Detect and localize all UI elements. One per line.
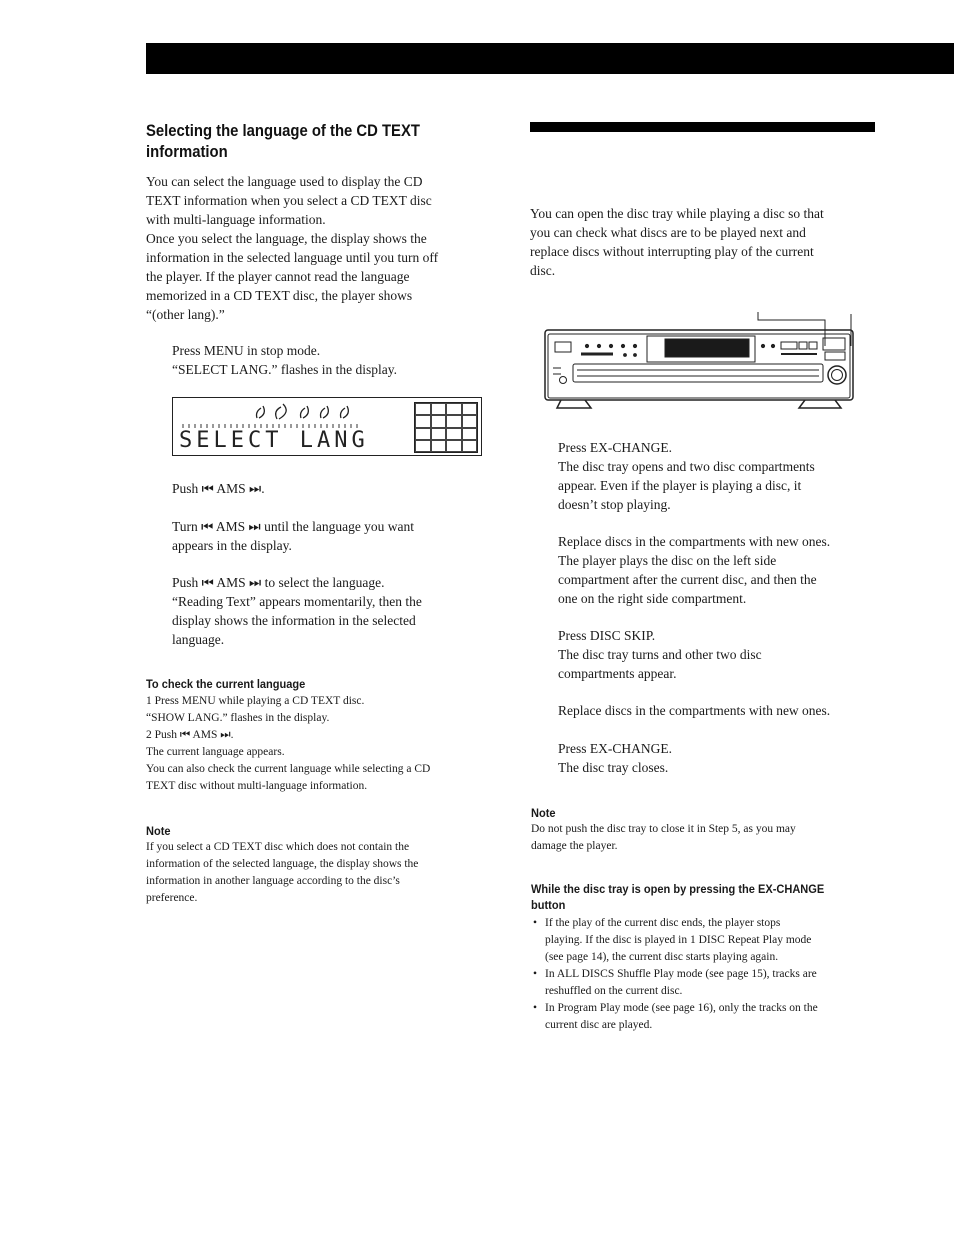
text-line: TEXT disc without multi-language information. xyxy=(146,780,368,792)
cd-player-illustration xyxy=(543,312,855,412)
heading-line: While the disc tray is open by pressing the EX-CHANGE xyxy=(531,882,825,896)
text-line: memorized in a CD TEXT disc, the player shows xyxy=(146,288,413,303)
text-line: 2 Push ⏮ AMS ⏭. xyxy=(146,729,234,741)
step-3 xyxy=(172,517,414,555)
text-line: information in the selected language until you turn off xyxy=(146,250,439,265)
section-divider-bar xyxy=(530,122,875,132)
text-line: • In ALL DISCS Shuffle Play mode (see page 15), tracks are xyxy=(545,968,817,980)
heading-line: information xyxy=(146,143,228,161)
text-line: damage the player. xyxy=(531,840,618,852)
header-bar xyxy=(146,43,954,74)
right-intro-paragraph xyxy=(530,204,824,280)
text-line: TEXT information when you select a CD TEXT disc xyxy=(146,193,432,208)
heading-line: Selecting the language of the CD TEXT xyxy=(146,122,420,140)
text-line: 1 Press MENU while playing a CD TEXT disc. xyxy=(146,695,365,707)
text-line: Press MENU in stop mode. xyxy=(172,343,321,358)
text-line: If you select a CD TEXT disc which does not contain the xyxy=(146,841,410,853)
while-open-heading xyxy=(531,881,824,913)
right-step-5 xyxy=(558,739,672,777)
text-line: appear. Even if the player is playing a disc, it xyxy=(558,478,802,493)
text-line: Replace discs in the compartments with new ones. xyxy=(558,703,831,718)
text-line: Press EX-CHANGE. xyxy=(558,440,672,455)
right-note-heading: Note xyxy=(531,806,556,820)
text-line: compartments appear. xyxy=(558,666,677,681)
text-line: Push ⏮ AMS ⏭. xyxy=(172,481,265,496)
text-line: • In Program Play mode (see page 16), only the tracks on the xyxy=(545,1002,818,1014)
step-2 xyxy=(172,479,265,498)
intro-paragraph xyxy=(146,172,438,324)
lcd-text: SELECT LANG xyxy=(179,428,369,453)
while-open-bullets xyxy=(531,915,818,1034)
text-line: the player. If the player cannot read the language xyxy=(146,269,410,284)
text-line: The current language appears. xyxy=(146,746,285,758)
right-step-1 xyxy=(558,438,815,514)
text-line: Push ⏮ AMS ⏭ to select the language. xyxy=(172,575,385,590)
text-line: reshuffled on the current disc. xyxy=(545,985,683,997)
text-line: playing. If the disc is played in 1 DISC Repeat Play mode xyxy=(545,934,812,946)
text-line: The disc tray opens and two disc compartments xyxy=(558,459,815,474)
note-heading: Note xyxy=(146,824,171,838)
text-line: You can open the disc tray while playing a disc so that xyxy=(530,206,824,221)
right-note-text xyxy=(531,821,796,855)
text-line: you can check what discs are to be played next and xyxy=(530,225,806,240)
text-line: “(other lang).” xyxy=(146,307,225,322)
right-step-2 xyxy=(558,532,830,608)
text-line: disc. xyxy=(530,263,556,278)
check-language-steps xyxy=(146,693,430,795)
text-line: • If the play of the current disc ends, the player stops xyxy=(545,917,781,929)
text-line: “Reading Text” appears momentarily, then the xyxy=(172,594,422,609)
text-line: current disc are played. xyxy=(545,1019,653,1031)
text-line: Press DISC SKIP. xyxy=(558,628,656,643)
text-line: “SELECT LANG.” flashes in the display. xyxy=(172,362,397,377)
step-1 xyxy=(172,341,397,379)
section-heading xyxy=(146,121,488,163)
text-line: You can select the language used to display the CD xyxy=(146,174,423,189)
text-line: doesn’t stop playing. xyxy=(558,497,671,512)
bullet-item xyxy=(531,966,818,1000)
text-line: display shows the information in the selected xyxy=(172,613,416,628)
text-line: The player plays the disc on the left side xyxy=(558,553,777,568)
right-step-3 xyxy=(558,626,762,683)
check-language-heading: To check the current language xyxy=(146,677,306,691)
heading-line: button xyxy=(531,898,566,912)
track-number-grid xyxy=(414,402,478,453)
text-line: The disc tray turns and other two disc xyxy=(558,647,762,662)
text-line: one on the right side compartment. xyxy=(558,591,747,606)
text-line: The disc tray closes. xyxy=(558,760,669,775)
text-line: “SHOW LANG.” flashes in the display. xyxy=(146,712,330,724)
note-text xyxy=(146,839,418,907)
text-line: information in another language according to the disc’s xyxy=(146,875,400,887)
text-line: Turn ⏮ AMS ⏭ until the language you want xyxy=(172,519,415,534)
lcd-display-illustration xyxy=(172,397,482,456)
text-line: Once you select the language, the display shows the xyxy=(146,231,427,246)
text-line: Press EX-CHANGE. xyxy=(558,741,672,756)
text-line: preference. xyxy=(146,892,198,904)
text-line: Replace discs in the compartments with new ones. xyxy=(558,534,831,549)
step-4 xyxy=(172,573,422,649)
right-step-4 xyxy=(558,701,830,720)
text-line: replace discs without interrupting play of the current xyxy=(530,244,814,259)
text-line: appears in the display. xyxy=(172,538,292,553)
text-line: language. xyxy=(172,632,225,647)
bullet-item xyxy=(531,1000,818,1034)
text-line: (see page 14), the current disc starts playing again. xyxy=(545,951,779,963)
bullet-item xyxy=(531,915,818,966)
text-line: Do not push the disc tray to close it in Step 5, as you may xyxy=(531,823,796,835)
text-line: compartment after the current disc, and then the xyxy=(558,572,817,587)
text-line: with multi-language information. xyxy=(146,212,326,227)
text-line: information of the selected language, the display shows the xyxy=(146,858,419,870)
text-line: You can also check the current language while selecting a CD xyxy=(146,763,431,775)
disc-indicator-icons xyxy=(253,402,363,422)
